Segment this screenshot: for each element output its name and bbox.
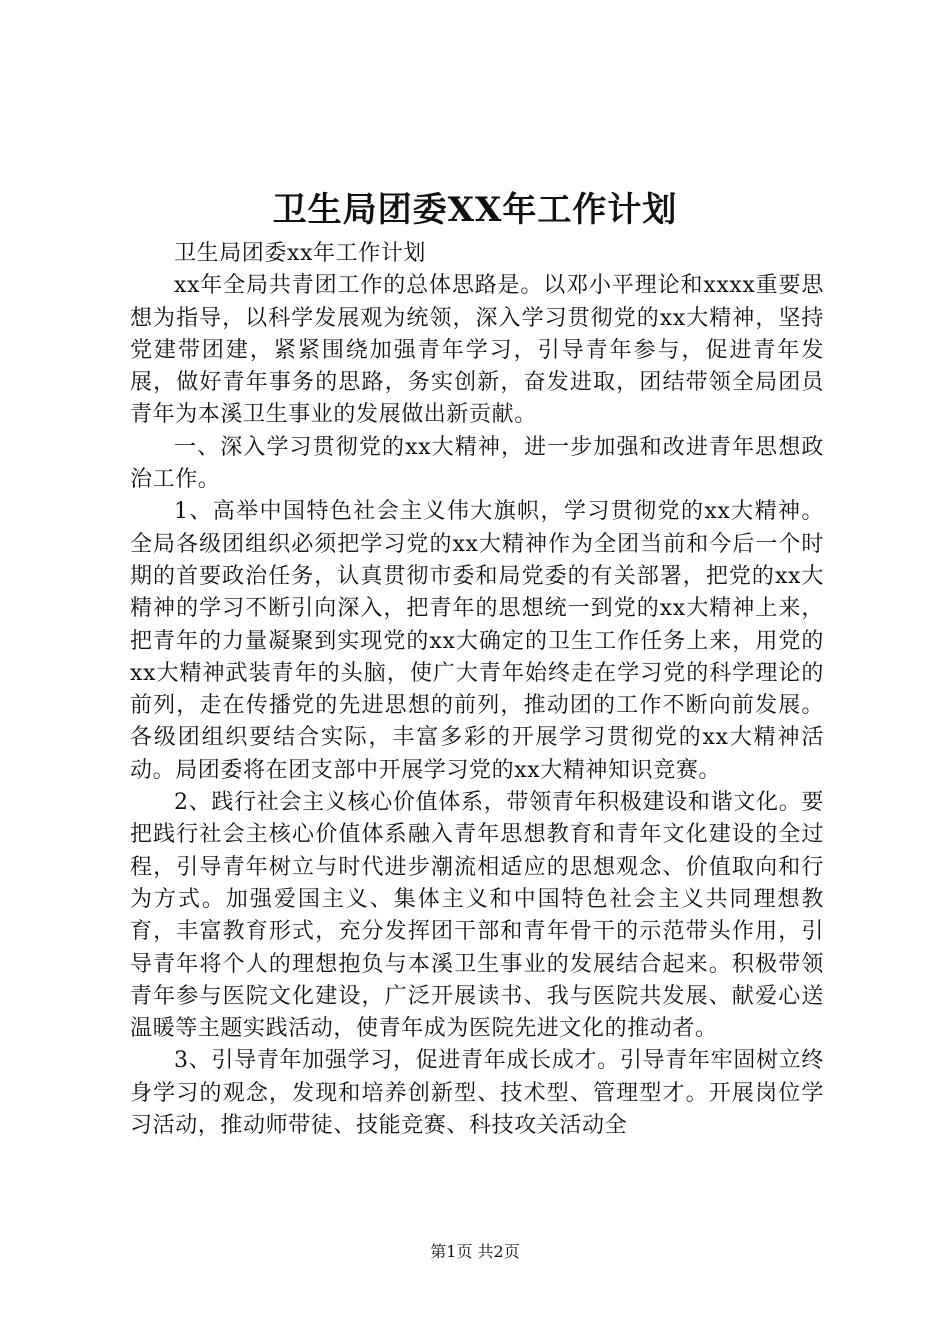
document-body <box>130 238 824 1142</box>
item-3-paragraph: 3、引导青年加强学习，促进青年成长成才。引导青年牢固树立终身学习的观念，发现和培养创新型、技术型、管理型才。开展岗位学习活动，推动师带徒、技能竞赛、科技攻关活动全 <box>130 1048 824 1139</box>
page-number-footer: 第1页 共2页 <box>430 1242 520 1261</box>
item-2-paragraph: 2、践行社会主义核心价值体系，带领青年积极建设和谐文化。要把践行社会主核心价值体系融入青年思想教育和青年文化建设的全过程，引导青年树立与时代进步潮流相适应的思想观念、价值取向和行为方式。加强爱国主义、集体主义和中国特色社会主义共同理想教育，丰富教育形式，充分发挥团干部和青年骨干的示范带头作用，引导青年将个人的理想抱负与本溪卫生事业的发展结合起来。积极带领青年参与医院文化建设，广泛开展读书、我与医院共发展、献爱心送温暖等主题实践活动，使青年成为医院先进文化的推动者。 <box>130 790 824 1042</box>
subtitle-paragraph: 卫生局团委xx年工作计划 <box>174 241 427 266</box>
intro-paragraph: xx年全局共青团工作的总体思路是。以邓小平理论和xxxx重要思想为指导，以科学发展观为统领，深入学习贯彻党的xx大精神，坚持党建带团建，紧紧围绕加强青年学习，引导青年参与，促进青年发展，做好青年事务的思路，务实创新，奋发进取，团结带领全局团员青年为本溪卫生事业的发展做出新贡献。 <box>130 273 824 428</box>
section-heading-paragraph: 一、深入学习贯彻党的xx大精神，进一步加强和改进青年思想政治工作。 <box>130 434 824 493</box>
item-1-paragraph: 1、高举中国特色社会主义伟大旗帜，学习贯彻党的xx大精神。全局各级团组织必须把学习党的xx大精神作为全团当前和今后一个时期的首要政治任务，认真贯彻市委和局党委的有关部署，把党的xx大精神的学习不断引向深入，把青年的思想统一到党的xx大精神上来，把青年的力量凝聚到实现党的xx大确定的卫生工作任务上来，用党的xx大精神武装青年的头脑，使广大青年始终走在学习党的科学理论的前列，走在传播党的先进思想的前列，推动团的工作不断向前发展。各级团组织要结合实际，丰富多彩的开展学习贯彻党的xx大精神活动。局团委将在团支部中开展学习党的xx大精神知识竞赛。 <box>130 499 824 783</box>
document-title: 卫生局团委XX年工作计划 <box>272 190 678 230</box>
